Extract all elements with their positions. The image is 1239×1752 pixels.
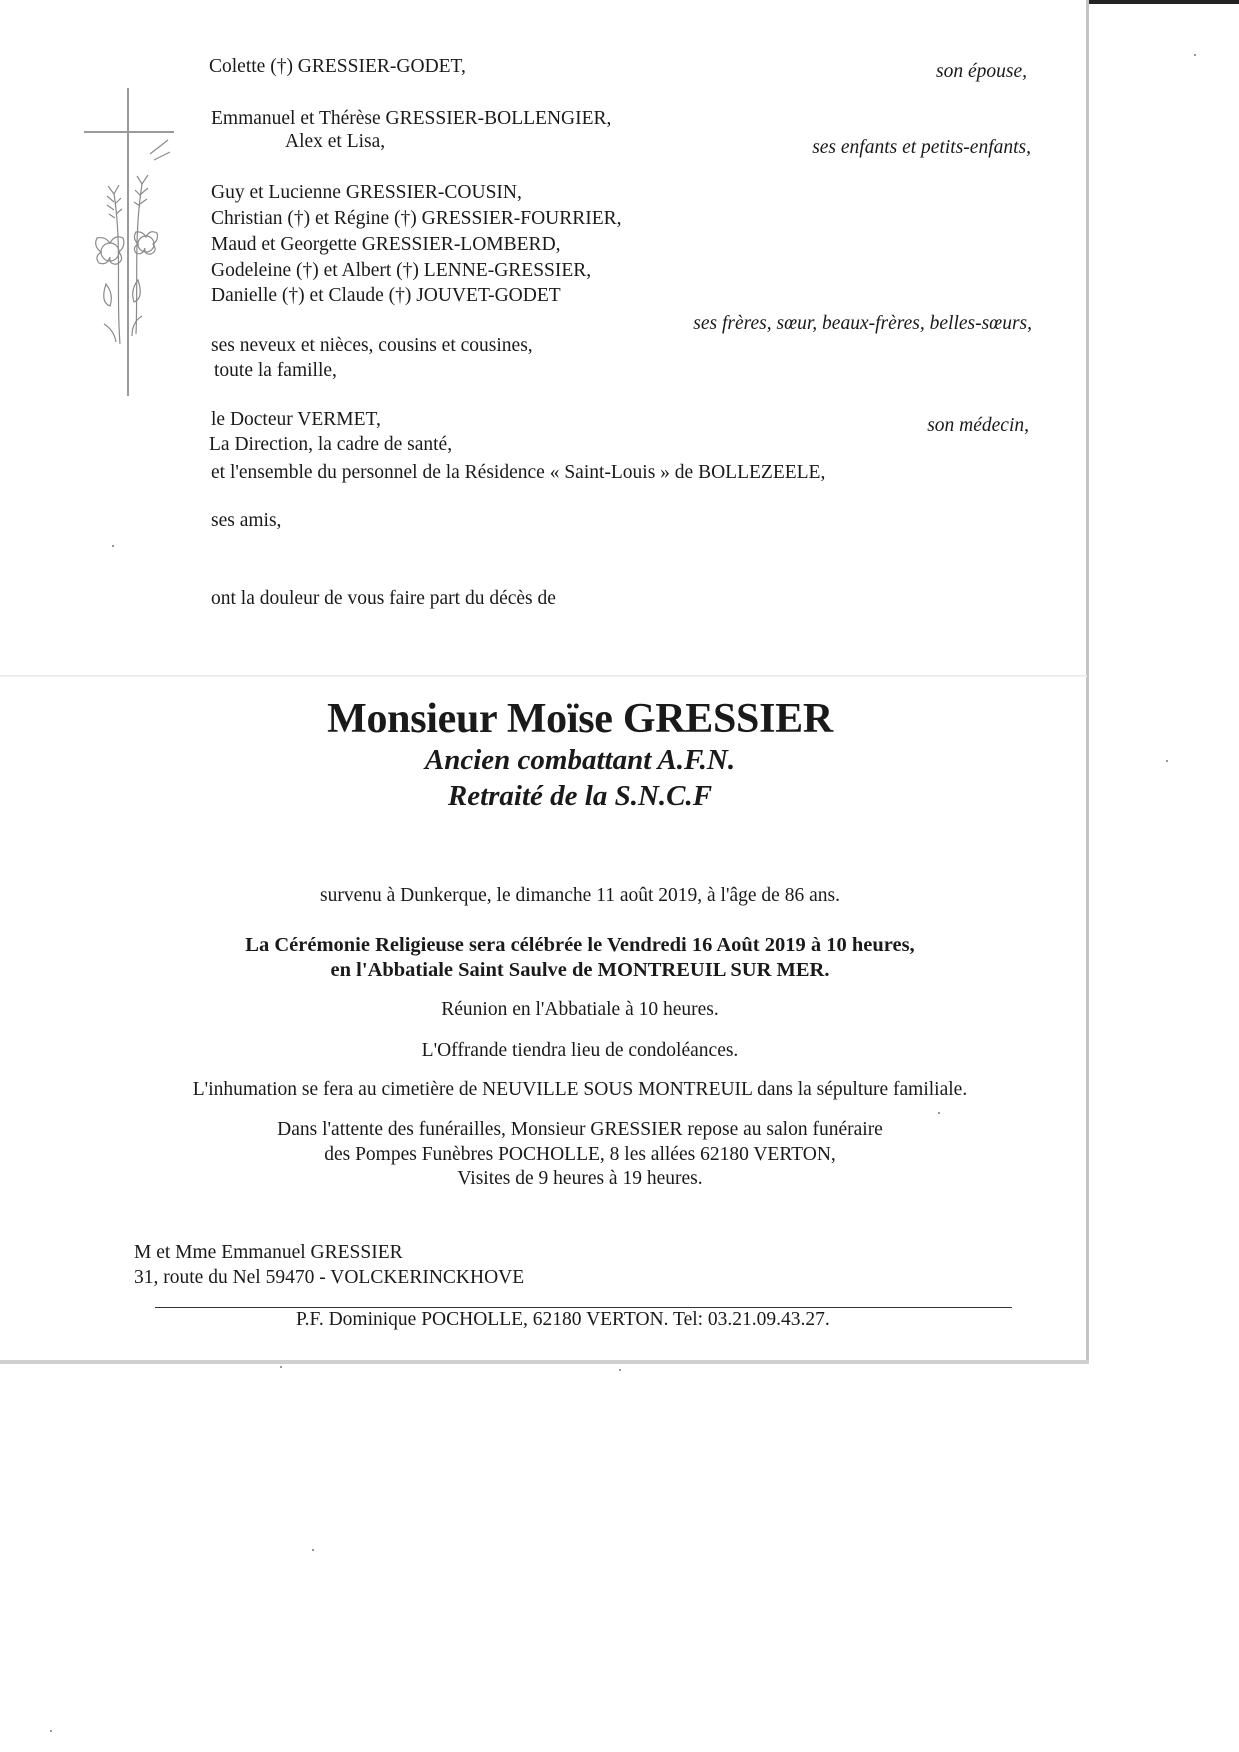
contact-name: M et Mme Emmanuel GRESSIER [134, 1242, 403, 1263]
cross-with-flowers-icon [76, 84, 196, 400]
children-line-1: Emmanuel et Thérèse GRESSIER-BOLLENGIER, [211, 108, 612, 129]
sibling-line-5: Danielle (†) et Claude (†) JOUVET-GODET [211, 285, 561, 306]
deceased-title-1: Ancien combattant A.F.N. [424, 744, 736, 776]
relatives-line-1: ses neveux et nièces, cousins et cousines, [211, 335, 533, 356]
death-details: survenu à Dunkerque, le dimanche 11 août 2019, à l'âge de 86 ans. [320, 885, 840, 906]
doctor-role: son médecin, [927, 415, 1029, 436]
announcement-line: ont la douleur de vous faire part du décès de [211, 588, 556, 609]
scan-border-line [1089, 0, 1239, 4]
scan-speck [619, 1369, 621, 1371]
spouse-role: son épouse, [936, 61, 1027, 82]
care-direction-line: La Direction, la cadre de santé, [209, 434, 453, 455]
siblings-role: ses frères, sœur, beaux-frères, belles-sœurs, [693, 313, 1032, 334]
care-staff-line: et l'ensemble du personnel de la Résidence « Saint-Louis » de BOLLEZEELE, [211, 462, 826, 483]
offering-line: L'Offrande tiendra lieu de condoléances. [421, 1040, 739, 1061]
scan-speck [938, 1112, 940, 1114]
scan-speck [50, 1730, 52, 1732]
rest-line-1: Dans l'attente des funérailles, Monsieur GRESSIER repose au salon funéraire [277, 1119, 883, 1140]
ceremony-line-2: en l'Abbatiale Saint Saulve de MONTREUIL SUR MER. [330, 959, 830, 981]
deceased-name: Monsieur Moïse GRESSIER [327, 696, 833, 742]
ceremony-line-1: La Cérémonie Religieuse sera célébrée le Vendredi 16 Août 2019 à 10 heures, [245, 934, 915, 956]
doctor-line: le Docteur VERMET, [211, 409, 381, 430]
spouse-name: Colette (†) GRESSIER-GODET, [209, 56, 466, 77]
children-line-2: Alex et Lisa, [285, 131, 386, 152]
relatives-line-2: toute la famille, [214, 360, 337, 381]
sibling-line-3: Maud et Georgette GRESSIER-LOMBERD, [211, 234, 561, 255]
sibling-line-2: Christian (†) et Régine (†) GRESSIER-FOURRIER, [211, 208, 622, 229]
deceased-title-2: Retraité de la S.N.C.F [447, 780, 713, 812]
scan-speck [312, 1549, 314, 1551]
sibling-line-1: Guy et Lucienne GRESSIER-COUSIN, [211, 182, 522, 203]
sibling-line-4: Godeleine (†) et Albert (†) LENNE-GRESSIER, [211, 260, 592, 281]
fold-line [0, 675, 1087, 677]
page-bottom-shadow [0, 1360, 1089, 1364]
scan-speck [1166, 760, 1168, 762]
footer-funeral-home: P.F. Dominique POCHOLLE, 62180 VERTON. Tel: 03.21.09.43.27. [296, 1309, 830, 1330]
scan-speck [112, 545, 114, 547]
meeting-line: Réunion en l'Abbatiale à 10 heures. [441, 999, 719, 1020]
scan-speck [280, 1366, 282, 1368]
rest-line-2: des Pompes Funèbres POCHOLLE, 8 les allées 62180 VERTON, [324, 1144, 836, 1165]
burial-line: L'inhumation se fera au cimetière de NEUVILLE SOUS MONTREUIL dans la sépulture familiale. [192, 1079, 968, 1100]
contact-address: 31, route du Nel 59470 - VOLCKERINCKHOVE [134, 1267, 525, 1288]
children-role: ses enfants et petits-enfants, [812, 137, 1031, 158]
friends-line: ses amis, [211, 510, 282, 531]
scan-speck [1194, 54, 1196, 56]
rest-line-3: Visites de 9 heures à 19 heures. [457, 1168, 703, 1189]
